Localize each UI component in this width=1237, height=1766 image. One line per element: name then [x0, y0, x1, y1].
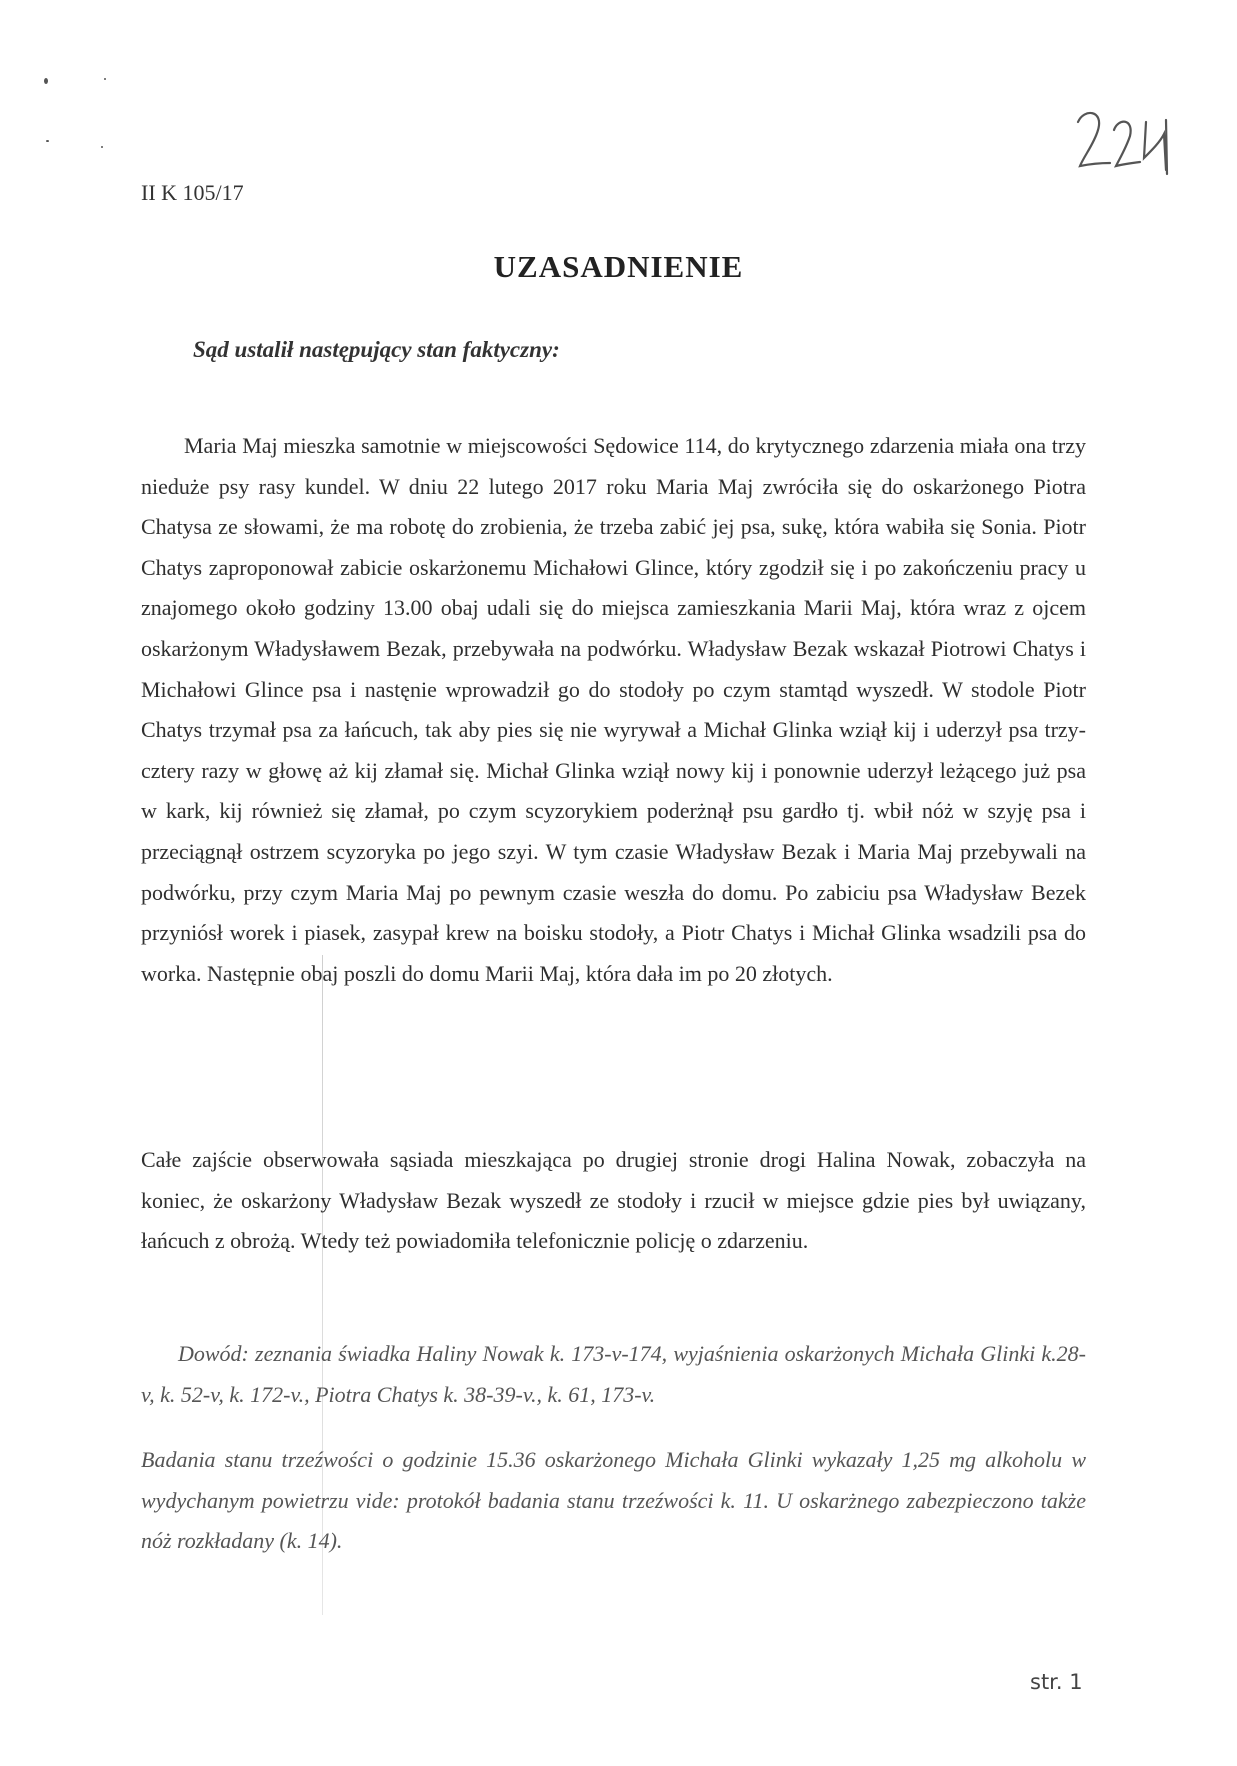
facts-paragraph: Maria Maj mieszka samotnie w miejscowości Sędowice 114, do krytycznego zdarzenia miała ona trzy nieduże psy rasy kundel. W dniu 22 lutego 2017 roku Maria Maj zwróciła się do oskarżonego Piotra Chatysa ze słowami, że ma robotę do zrobienia, że trzeba zabić jej psa, sukę, która wabiła się Sonia. Piotr Chatys zaproponował zabicie oskarżonemu Michałowi Glince, który zgodził się i po zakończeniu pracy u znajomego około godziny 13.00 obaj udali się do miejsca zamieszkania Marii Maj, która wraz z ojcem oskarżonym Władysławem Bezak, przebywała na podwórku. Władysław Bezak wskazał Piotrowi Chatys i Michałowi Glince psa i nastęnie wprowadził go do stodoły po czym stamtąd wyszedł. W stodole Piotr Chatys trzymał psa za łańcuch, tak aby pies się nie wyrywał a Michał Glinka wziął kij i uderzył psa trzy- cztery razy w głowę aż kij złamał się. Michał Glinka wziął nowy kij i ponownie uderzył leżącego już psa w kark, kij również się złamał, po czym scyzorykiem poderżnął psu gardło tj. wbił nóż w szyję psa i przeciągnął ostrzem scyzoryka po jego szyi. W tym czasie Władysław Bezak i Maria Maj przebywali na podwórku, przy czym Maria Maj po pewnym czasie weszła do domu. Po zabiciu psa Władysław Bezek przyniósł worek i piasek, zasypał krew na boisku stodoły, a Piotr Chatys i Michał Glinka wsadzili psa do worka. Następnie obaj poszli do domu Marii Maj, która dała im po 20 złotych.	[141, 433, 1086, 986]
scan-speck	[101, 146, 103, 148]
page-number: str. 1	[1030, 1670, 1083, 1694]
evidence-paragraph: Dowód: zeznania świadka Haliny Nowak k. 173-v-174, wyjaśnienia oskarżonych Michała Glinki k.28- v, k. 52-v, k. 172-v., Piotra Chatys k. 38-39-v., k. 61, 173-v.	[141, 1341, 1086, 1407]
witness-paragraph: Całe zajście obserwowała sąsiada mieszkająca po drugiej stronie drogi Halina Nowak, zobaczyła na koniec, że oskarżony Władysław Bezak wyszedł ze stodoły i rzucił w miejsce gdzie pies był uwiązany, łańcuch z obrożą. Wtedy też powiadomiła telefonicznie policję o zdarzeniu.	[141, 1147, 1086, 1254]
document-title: UZASADNIENIE	[493, 248, 744, 284]
section-subheading: Sąd ustalił następujący stan faktyczny:	[193, 337, 560, 362]
handwritten-page-number	[1070, 100, 1180, 180]
scan-speck	[44, 78, 48, 84]
case-number: II K 105/17	[141, 180, 244, 205]
scan-speck	[46, 140, 49, 142]
scan-speck	[104, 78, 106, 80]
evidence-paragraph: Badania stanu trzeźwości o godzinie 15.36 oskarżonego Michała Glinki wykazały 1,25 mg alkoholu w wydychanym powietrzu vide: protokół badania stanu trzeźwości k. 11. U oskarżnego zabezpieczono także nóż rozkładany (k. 14).	[141, 1447, 1086, 1554]
